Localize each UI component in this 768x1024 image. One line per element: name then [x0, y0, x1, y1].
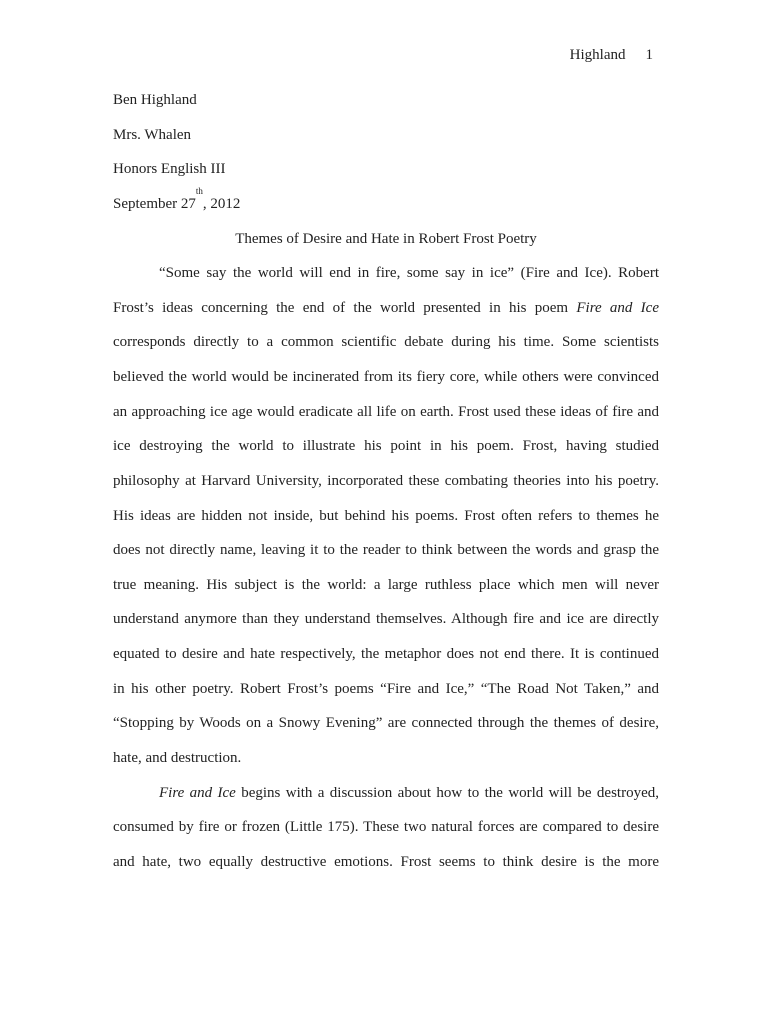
paper-date [113, 186, 241, 215]
paragraph-line: His ideas are hidden not inside, but behind his poems. Frost often refers to themes he [113, 508, 659, 524]
poem-title-italic: Fire and Ice [576, 300, 659, 316]
paragraph-line [113, 297, 659, 319]
paragraph-line [159, 782, 659, 804]
paragraph-line: corresponds directly to a common scientific debate during his time. Some scientists [113, 334, 659, 350]
course-name: Honors English III [113, 161, 226, 177]
running-header [570, 44, 653, 66]
paragraph-line: philosophy at Harvard University, incorporated these combating theories into his poetry. [113, 473, 659, 489]
poem-title-italic: Fire and Ice [159, 785, 236, 801]
author-name: Ben Highland [113, 92, 197, 108]
paragraph-line: understand anymore than they understand themselves. Although fire and ice are directly [113, 611, 659, 627]
paragraph-line: true meaning. His subject is the world: a large ruthless place which men will never [113, 577, 659, 593]
paragraph-line: equated to desire and hate respectively, the metaphor does not end there. It is continued [113, 646, 659, 662]
page-number: 1 [645, 47, 653, 63]
date-ordinal-suffix: th [195, 186, 203, 196]
paragraph-line: and hate, two equally destructive emotions. Frost seems to think desire is the more [113, 854, 659, 870]
header-surname: Highland [569, 47, 626, 63]
paragraph-line: believed the world would be incinerated from its fiery core, while others were convinced [113, 369, 659, 385]
paragraph-line: hate, and destruction. [113, 750, 242, 766]
line-text: begins with a discussion about how to the world will be destroyed, [235, 785, 659, 801]
paragraph-line: ice destroying the world to illustrate his point in his poem. Frost, having studied [113, 438, 659, 454]
paragraph-line: does not directly name, leaving it to the reader to think between the words and grasp the [113, 542, 659, 558]
line-text: Frost’s ideas concerning the end of the world presented in his poem [113, 300, 577, 316]
date-year: , 2012 [202, 196, 241, 212]
paper-title: Themes of Desire and Hate in Robert Frost Poetry [235, 231, 537, 247]
paragraph-line: “Some say the world will end in fire, some say in ice” (Fire and Ice). Robert [159, 265, 659, 281]
paragraph-line: consumed by fire or frozen (Little 175). These two natural forces are compared to desire [113, 819, 659, 835]
paragraph-line: “Stopping by Woods on a Snowy Evening” are connected through the themes of desire, [113, 715, 659, 731]
teacher-name: Mrs. Whalen [113, 127, 192, 143]
paragraph-line: in his other poetry. Robert Frost’s poems “Fire and Ice,” “The Road Not Taken,” and [113, 681, 659, 697]
paragraph-line: an approaching ice age would eradicate all life on earth. Frost used these ideas of fire and [113, 404, 659, 420]
date-month-day: September 27 [113, 196, 196, 212]
